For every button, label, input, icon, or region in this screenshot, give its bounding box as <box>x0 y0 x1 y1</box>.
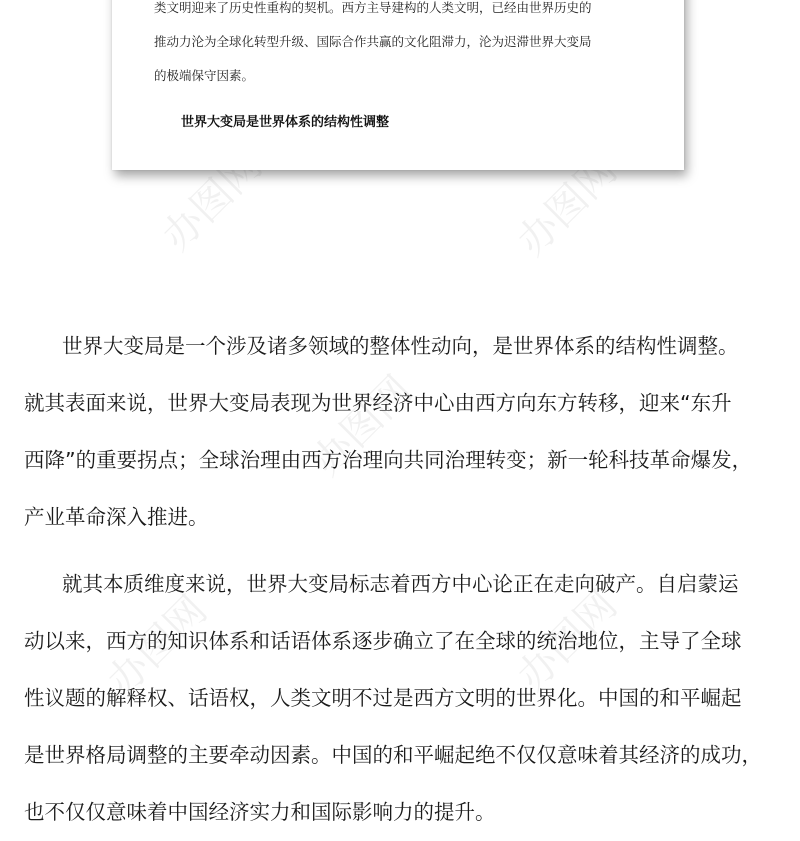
watermark: 办图网 <box>98 587 217 705</box>
paragraph-line: 就其本质维度来说，世界大变局标志着西方中心论正在走向破产。自启蒙运 <box>62 572 739 596</box>
paragraph-line: 是世界格局调整的主要牵动因素。中国的和平崛起绝不仅仅意味着其经济的成功， <box>24 743 762 767</box>
card-text <box>154 0 664 93</box>
paragraph-line: 也不仅仅意味着中国经济实力和国际影响力的提升。 <box>24 800 496 824</box>
card-line: 类文明迎来了历史性重构的契机。西方主导建构的人类文明，已经由世界历史的 <box>154 0 592 15</box>
card-heading: 世界大变局是世界体系的结构性调整 <box>181 115 390 130</box>
card-line: 的极端保守因素。 <box>154 68 255 83</box>
excerpt-card <box>112 0 684 170</box>
watermark: 办图网 <box>508 147 627 265</box>
paragraph-line: 性议题的解释权、话语权，人类文明不过是西方文明的世界化。中国的和平崛起 <box>24 686 742 710</box>
body-paragraph <box>24 318 784 546</box>
paragraph-line: 动以来，西方的知识体系和话语体系逐步确立了在全球的统治地位，主导了全球 <box>24 629 742 653</box>
watermark: 办图网 <box>303 367 422 485</box>
paragraph-line: 西降”的重要拐点；全球治理由西方治理向共同治理转变；新一轮科技革命爆发， <box>24 448 753 472</box>
paragraph-line: 产业革命深入推进。 <box>24 505 209 529</box>
body-paragraph <box>24 556 784 841</box>
card-line: 推动力沦为全球化转型升级、国际合作共赢的文化阻滞力，沦为迟滞世界大变局 <box>154 34 592 49</box>
watermark: 办图网 <box>153 142 272 260</box>
paragraph-line: 就其表面来说，世界大变局表现为世界经济中心由西方向东方转移，迎来“东升 <box>24 391 732 415</box>
watermark: 办图网 <box>508 582 627 700</box>
paragraph-line: 世界大变局是一个涉及诸多领域的整体性动向，是世界体系的结构性调整。 <box>62 334 739 358</box>
